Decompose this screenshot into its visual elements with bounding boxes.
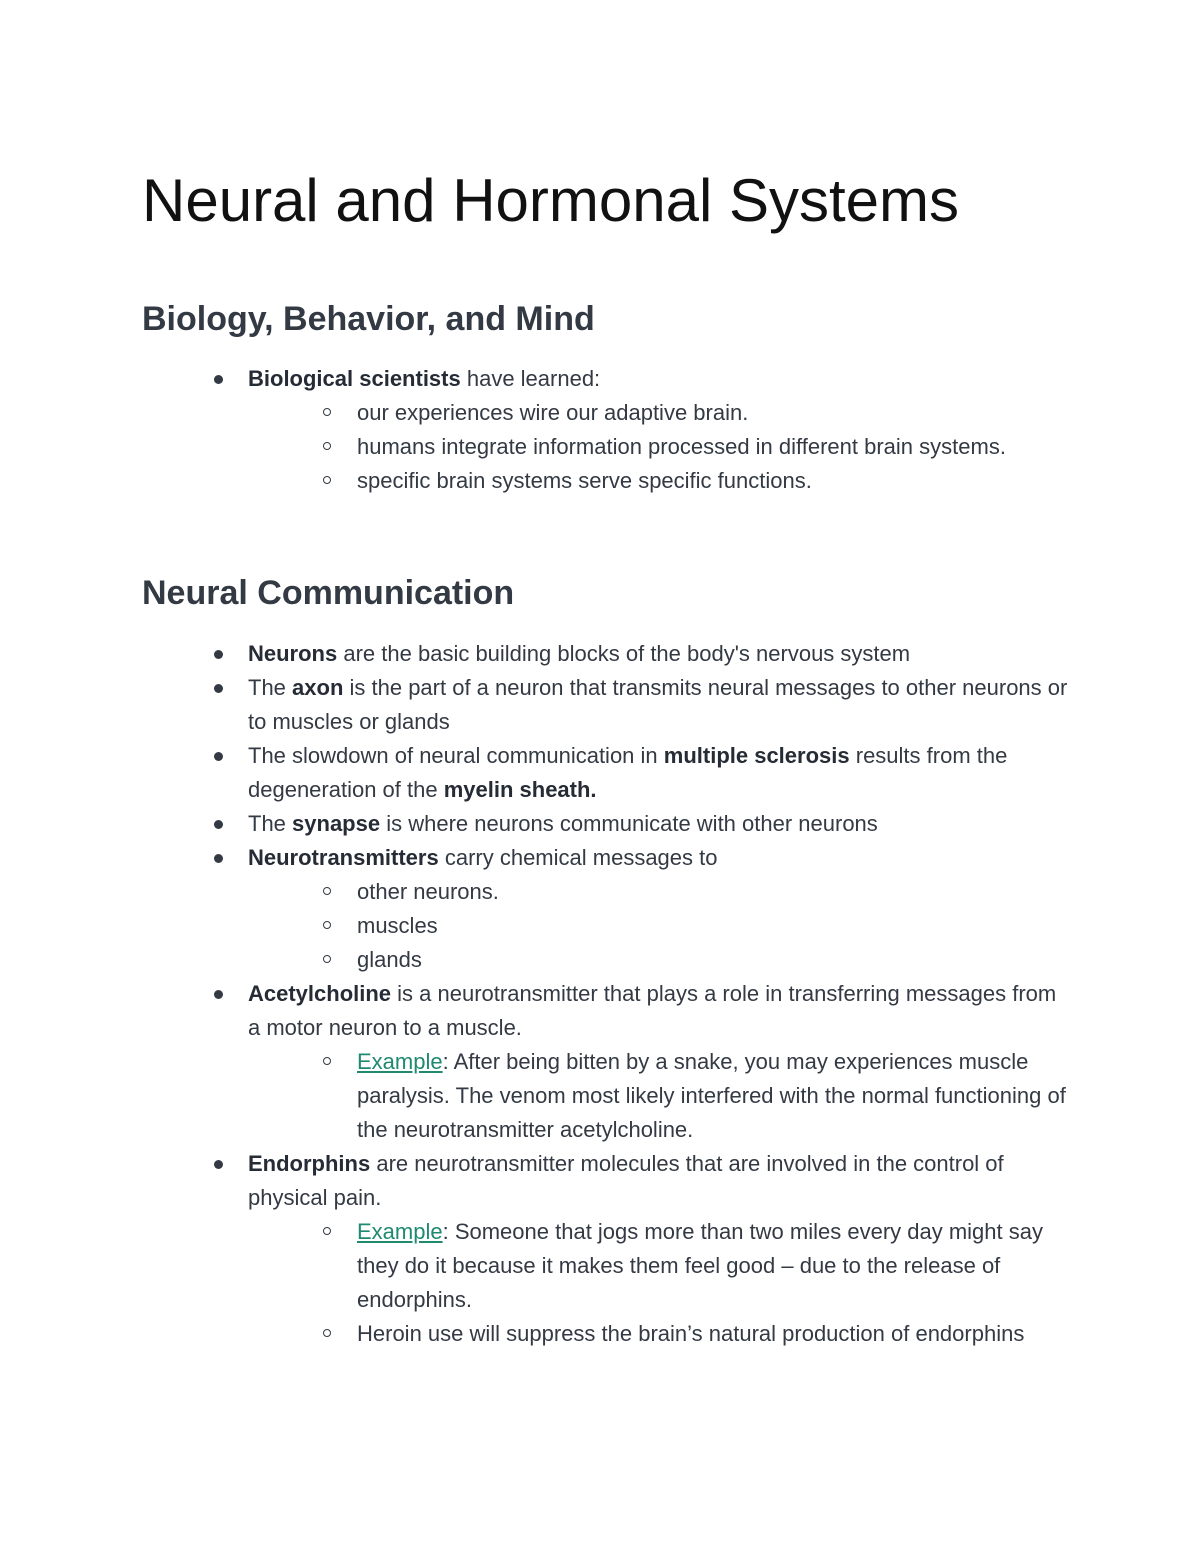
sub-item-text: humans integrate information processed in different brain systems. — [357, 434, 1006, 459]
sub-item-text: specific brain systems serve specific functions. — [357, 468, 812, 493]
sub-list — [248, 875, 1070, 977]
circle-bullet-icon — [323, 887, 331, 895]
sub-item-text: muscles — [357, 913, 438, 938]
list-item — [0, 807, 1200, 841]
circle-bullet-icon — [323, 921, 331, 929]
sub-list-item — [357, 909, 1070, 943]
item-prefix: The — [248, 811, 293, 836]
circle-bullet-icon — [323, 1227, 331, 1235]
item-prefix: The — [248, 675, 293, 700]
bullet-icon — [214, 752, 223, 761]
circle-bullet-icon — [323, 1329, 331, 1337]
section-heading-biology: Biology, Behavior, and Mind — [142, 300, 595, 338]
example-text: : Someone that jogs more than two miles every day might say they do it because it makes them feel good – due to the release of endorphins. — [357, 1219, 1043, 1312]
list-item — [0, 637, 1200, 671]
sub-list-item — [357, 943, 1070, 977]
bullet-icon — [214, 684, 223, 693]
sub-item-text: glands — [357, 947, 422, 972]
sub-list-item — [357, 464, 1070, 498]
term: Neurons — [248, 641, 338, 666]
circle-bullet-icon — [323, 955, 331, 963]
sub-item-text: Heroin use will suppress the brain’s natural production of endorphins — [357, 1321, 1025, 1346]
term: synapse — [292, 811, 381, 836]
example-link[interactable]: Example — [357, 1219, 443, 1244]
term: multiple sclerosis — [663, 743, 850, 768]
circle-bullet-icon — [323, 1057, 331, 1065]
sub-list — [248, 1215, 1070, 1351]
term: Biological scientists — [248, 366, 461, 391]
item-text: is the part of a neuron that transmits neural messages to other neurons or to muscles or glands — [248, 675, 1068, 734]
section-heading-neural-communication: Neural Communication — [142, 574, 515, 612]
sub-list-item — [357, 396, 1070, 430]
term: Acetylcholine — [248, 981, 392, 1006]
item-prefix: The slowdown of neural communication in — [248, 743, 664, 768]
example-link[interactable]: Example — [357, 1049, 443, 1074]
page-title: Neural and Hormonal Systems — [142, 167, 960, 234]
item-text: results from the degeneration of the — [248, 743, 1008, 802]
item-text: are neurotransmitter molecules that are involved in the control of physical pain. — [248, 1151, 1004, 1210]
item-text: are the basic building blocks of the body's nervous system — [337, 641, 911, 666]
sub-list — [248, 396, 1070, 498]
bullet-icon — [214, 820, 223, 829]
bullet-icon — [214, 375, 223, 384]
circle-bullet-icon — [323, 408, 331, 416]
term: Neurotransmitters — [248, 845, 439, 870]
sub-list-item — [357, 1045, 1070, 1147]
section-list-neural-communication — [0, 637, 1200, 1351]
sub-list-item — [357, 875, 1070, 909]
list-item — [0, 841, 1200, 977]
list-item — [0, 362, 1200, 498]
list-item — [0, 671, 1200, 739]
term: Endorphins — [248, 1151, 371, 1176]
item-text: have learned: — [460, 366, 601, 391]
term: axon — [292, 675, 344, 700]
sub-list — [248, 1045, 1070, 1147]
item-text: carry chemical messages to — [438, 845, 718, 870]
bullet-icon — [214, 650, 223, 659]
item-text: is where neurons communicate with other neurons — [380, 811, 878, 836]
example-text: : After being bitten by a snake, you may experiences muscle paralysis. The venom most likely interfered with the normal functioning of the neurotransmitter acetylcholine. — [357, 1049, 1066, 1142]
sub-item-text: other neurons. — [357, 879, 499, 904]
section-list-biology — [0, 362, 1200, 498]
sub-list-item — [357, 1317, 1070, 1351]
sub-item-text: our experiences wire our adaptive brain. — [357, 400, 749, 425]
sub-list-item — [357, 1215, 1070, 1317]
circle-bullet-icon — [323, 476, 331, 484]
list-item — [0, 1147, 1200, 1351]
item-text: is a neurotransmitter that plays a role in transferring messages from a motor neuron to a muscle. — [248, 981, 1057, 1040]
bullet-icon — [214, 990, 223, 999]
circle-bullet-icon — [323, 442, 331, 450]
term: myelin sheath. — [443, 777, 597, 802]
bullet-icon — [214, 1160, 223, 1169]
bullet-icon — [214, 854, 223, 863]
list-item — [0, 739, 1200, 807]
list-item — [0, 977, 1200, 1147]
sub-list-item — [357, 430, 1070, 464]
